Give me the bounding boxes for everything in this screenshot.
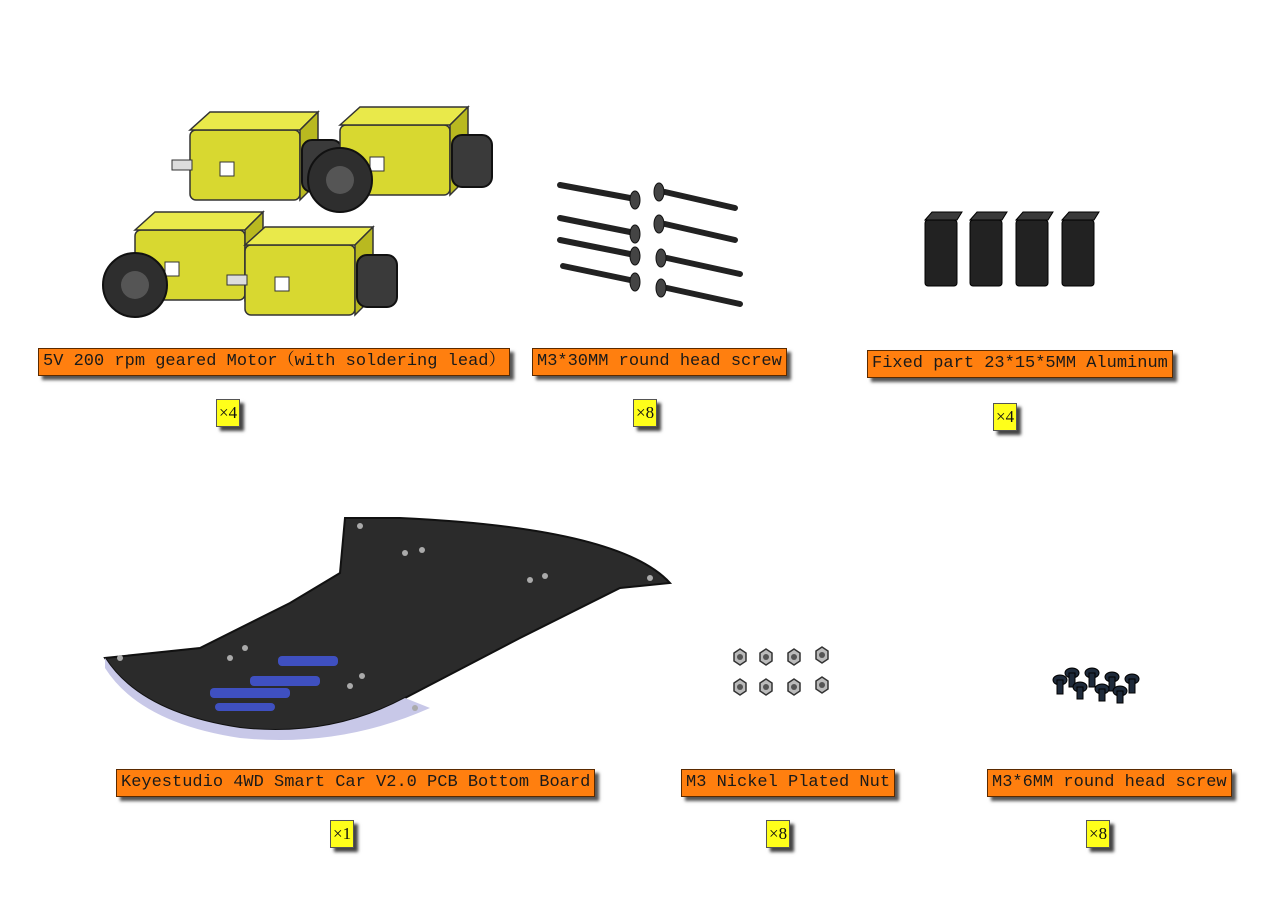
nut-quantity: ×8 xyxy=(766,820,790,848)
nut-label: M3 Nickel Plated Nut xyxy=(681,769,895,797)
geared-motors-image xyxy=(95,105,455,325)
pcb-board-label: Keyestudio 4WD Smart Car V2.0 PCB Bottom Board xyxy=(116,769,595,797)
m3-6mm-screws-image xyxy=(1050,665,1145,710)
fixed-part-label: Fixed part 23*15*5MM Aluminum xyxy=(867,350,1173,378)
m3-6mm-screw-quantity: ×8 xyxy=(1086,820,1110,848)
m3-30mm-screws-image xyxy=(555,180,745,310)
pcb-bottom-board-image xyxy=(100,508,675,738)
fixed-part-quantity: ×4 xyxy=(993,403,1017,431)
m3-30mm-screw-quantity: ×8 xyxy=(633,399,657,427)
motor-quantity: ×4 xyxy=(216,399,240,427)
motor-label: 5V 200 rpm geared Motor（with soldering lead） xyxy=(38,348,510,376)
m3-30mm-screw-label: M3*30MM round head screw xyxy=(532,348,787,376)
pcb-board-quantity: ×1 xyxy=(330,820,354,848)
aluminum-fixed-parts-image xyxy=(920,208,1100,298)
m3-6mm-screw-label: M3*6MM round head screw xyxy=(987,769,1232,797)
m3-nuts-image xyxy=(728,645,838,705)
